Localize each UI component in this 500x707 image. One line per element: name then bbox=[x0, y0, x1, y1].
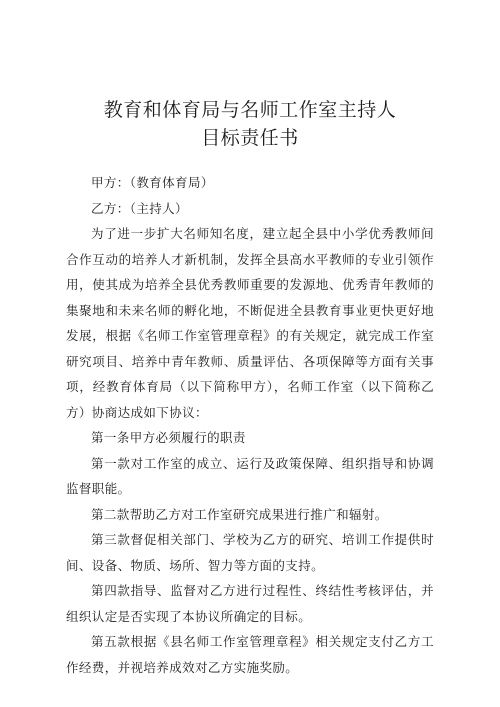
party-b-line: 乙方：（主持人） bbox=[91, 200, 188, 216]
party-a-line: 甲方：（教育体育局） bbox=[91, 175, 214, 190]
title-line-2: 目标责任书 bbox=[201, 127, 299, 149]
clause-4: 第四款指导、监督对乙方进行过程性、终结性考核评估，并组织认定是否实现了本协议所确定的目标。 bbox=[66, 583, 434, 624]
article-1-heading: 第一条甲方必须履行的职责 bbox=[91, 430, 246, 445]
clause-1: 第一款对工作室的成立、运行及政策保障、组织指导和协调监督职能。 bbox=[66, 455, 434, 496]
clause-5: 第五款根据《县名师工作室管理章程》相关规定支付乙方工作经费，并视培养成效对乙方实施奖励。 bbox=[66, 634, 434, 675]
title-line-1: 教育和体育局与名师工作室主持人 bbox=[103, 99, 397, 121]
clause-2: 第二款帮助乙方对工作室研究成果进行推广和辐射。 bbox=[91, 506, 388, 522]
preamble-paragraph: 为了进一步扩大名师知名度，建立起全县中小学优秀教师间合作互动的培养人才新机制，发挥全县高水平教师的专业引领作用，使其成为培养全县优秀教师重要的发源地、优秀青年教师的集聚地和未来名师的孵化地，不断促进全县教育事业更快更好地发展，根据《名师工作室管理章程》的有关规定，就完成工作室研究项目、培养中青年教师、质量评估、各项保障等方面有关事项，经教育体育局（以下简称甲方），名师工作室（以下简称乙方）协商达成如下协议： bbox=[66, 226, 434, 420]
clause-3: 第三款督促相关部门、学校为乙方的研究、培训工作提供时间、设备、物质、场所、智力等方面的支持。 bbox=[66, 532, 434, 573]
document-title bbox=[66, 96, 434, 152]
